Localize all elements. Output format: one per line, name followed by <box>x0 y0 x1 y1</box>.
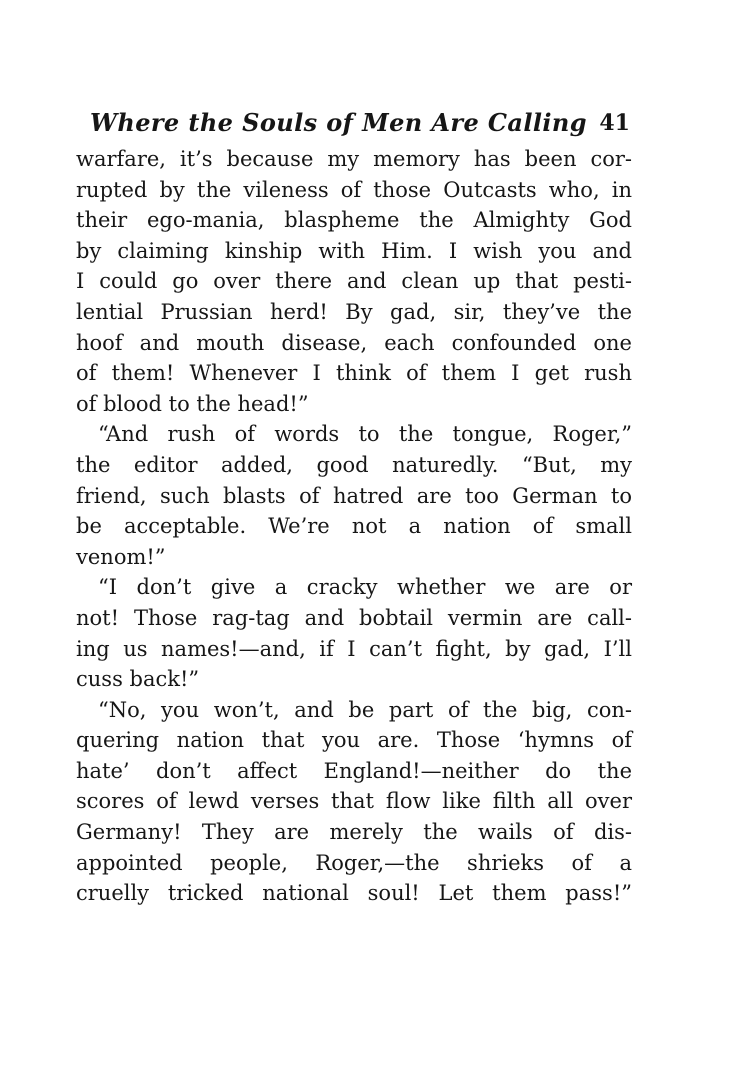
text-line: hate’ don’t affect England!—neither do the <box>76 758 632 783</box>
text-line: not! Those rag-tag and bobtail vermin are call- <box>76 605 632 630</box>
text-line: cuss back!” <box>76 667 200 692</box>
text-line: appointed people, Roger,—the shrieks of a <box>76 850 632 875</box>
text-line: venom!” <box>76 544 166 569</box>
text-line: rupted by the vileness of those Outcasts who, in <box>76 177 632 202</box>
text-line: Germany! They are merely the wails of dis- <box>76 820 632 845</box>
text-line: lential Prussian herd! By gad, sir, they’ve the <box>76 299 632 324</box>
text-line: “No, you won’t, and be part of the big, con- <box>98 697 632 722</box>
text-line: hoof and mouth disease, each confounded one <box>76 330 632 355</box>
text-line: be acceptable. We’re not a nation of small <box>76 514 632 539</box>
text-line: the editor added, good naturedly. “But, my <box>76 452 632 477</box>
page-number: 41 <box>599 110 630 136</box>
text-line: “And rush of words to the tongue, Roger,” <box>98 422 632 447</box>
text-line: of them! Whenever I think of them I get rush <box>76 361 632 386</box>
text-line: “I don’t give a cracky whether we are or <box>98 575 632 600</box>
text-line: friend, such blasts of hatred are too German to <box>76 483 632 508</box>
text-line: quering nation that you are. Those ‘hymns of <box>76 728 632 753</box>
text-line: scores of lewd verses that flow like filth all over <box>76 789 632 814</box>
text-line: by claiming kinship with Him. I wish you and <box>76 238 632 263</box>
text-line: ing us names!—and, if I can’t fight, by gad, I’ll <box>76 636 632 661</box>
running-head <box>90 103 630 143</box>
running-title: Where the Souls of Men Are Calling <box>90 108 587 137</box>
text-line: of blood to the head!” <box>76 391 309 416</box>
text-line: cruelly tricked national soul! Let them pass!” <box>76 881 632 906</box>
text-line: warfare, it’s because my memory has been cor- <box>76 147 632 171</box>
text-line: I could go over there and clean up that pesti- <box>76 269 632 294</box>
body-text <box>76 144 632 909</box>
text-line: their ego-mania, blaspheme the Almighty God <box>76 208 632 233</box>
